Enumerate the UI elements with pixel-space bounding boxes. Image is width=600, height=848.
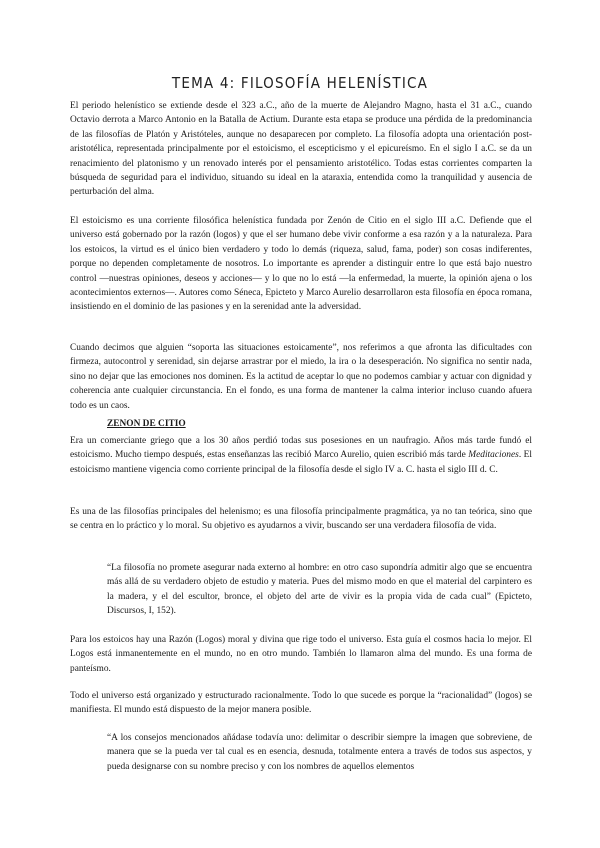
quote-epicteto: “La filosofía no promete asegurar nada externo al hombre: en otro caso supondría admitir algo que se encuentra más allá de su verdadero objeto de estudio y materia. Pues del mismo modo en que el material del carpintero es la madera, y el del escultor, bronce, el objeto del arte de vivir es la propia vida de cada cual” (Epicteto, Discursos, I, 152). bbox=[107, 563, 532, 617]
zenon-text-1: Era un comerciante griego que a los 30 años perdió todas sus posesiones en un naufragio. Años más tarde fundó el estoicismo. Mucho tiempo después, estas enseñanzas las recibió Marco Aurelio, quien escribió más tarde bbox=[70, 436, 532, 461]
paragraph-universo: Todo el universo está organizado y estructurado racionalmente. Todo lo que sucede es porque la “racionalidad” (logos) se manifiesta. El mundo está dispuesto de la mejor manera posible. bbox=[70, 691, 532, 716]
paragraph-logos: Para los estoicos hay una Razón (Logos) moral y divina que rige todo el universo. Esta guía el cosmos hacia lo mejor. El Logos está inmanentemente en el mundo, no en otro mundo. También lo llamaron alma del mundo. Es una forma de panteísmo. bbox=[70, 635, 532, 674]
paragraph-zenon bbox=[70, 434, 532, 477]
paragraph-estoicamente: Cuando decimos que alguien “soporta las situaciones estoicamente”, nos referimos a que afronta las dificultades con firmeza, autocontrol y serenidad, sin dejarse arrastrar por el miedo, la ira o la desesperación. No significa no sentir nada, sino no dejar que las emociones nos dominen. Es la actitud de aceptar lo que no podemos cambiar y actuar con dignidad y coherencia ante cualquier circunstancia. En el fondo, es una forma de mantener la calma interior incluso cuando afuera todo es un caos. bbox=[70, 343, 532, 411]
quote-consejos: “A los consejos mencionados añádase todavía uno: delimitar o describir siempre la imagen que sobreviene, de manera que se la pueda ver tal cual es en esencia, desnuda, totalmente entera a través de todos sus aspectos, y pueda designarse con su nombre preciso y con los nombres de aquellos elementos bbox=[107, 733, 532, 772]
section-heading-zenon: ZENON DE CITIO bbox=[107, 419, 186, 429]
zenon-book-title: Meditaciones bbox=[468, 450, 519, 461]
page-title: TEMA 4: FILOSOFÍA HELENÍSTICA bbox=[171, 74, 429, 92]
zenon-text-2: . El estoicismo mantiene vigencia como corriente principal de la filosofía desde el siglo IV a. C. hasta el siglo III d. C. bbox=[70, 450, 532, 475]
paragraph-estoicismo: El estoicismo es una corriente filosófica helenística fundada por Zenón de Citio en el siglo III a.C. Defiende que el universo está gobernado por la razón (logos) y que el ser humano debe vivir conforme a esa razón y a la naturaleza. Para los estoicos, la virtud es el único bien verdadero y todo lo demás (riqueza, salud, fama, poder) son cosas indiferentes, porque no dependen completamente de nosotros. Lo importante es aprender a distinguir entre lo que está bajo nuestro control —nuestras opiniones, deseos y acciones— y lo que no lo está —la enfermedad, la muerte, la opinión ajena o los acontecimientos externos—. Autores como Séneca, Epicteto y Marco Aurelio desarrollaron esta filosofía en época romana, insistiendo en el dominio de las pasiones y en la serenidad ante la adversidad. bbox=[70, 216, 532, 313]
paragraph-helenismo: Es una de las filosofías principales del helenismo; es una filosofía principalmente pragmática, ya no tan teórica, sino que se centra en lo práctico y lo moral. Su objetivo es ayudarnos a vivir, buscando ser una verdadera filosofía de vida. bbox=[70, 507, 532, 532]
paragraph-intro: El periodo helenístico se extiende desde el 323 a.C., año de la muerte de Alejandro Magno, hasta el 31 a.C., cuando Octavio derrota a Marco Antonio en la Batalla de Actium. Durante esta etapa se produce una pérdida de la predominancia de las filosofías de Platón y Aristóteles, aunque no desaparecen por completo. La filosofía adopta una orientación post-aristotélica, representada principalmente por el estoicismo, el escepticismo y el epicureísmo. En el siglo I a.C. se da un renacimiento del platonismo y un renovado interés por el pensamiento aristotélico. Todas estas corrientes comparten la búsqueda de seguridad para el individuo, situando su ideal en la ataraxia, entendida como la tranquilidad y ausencia de perturbación del alma. bbox=[70, 101, 532, 198]
